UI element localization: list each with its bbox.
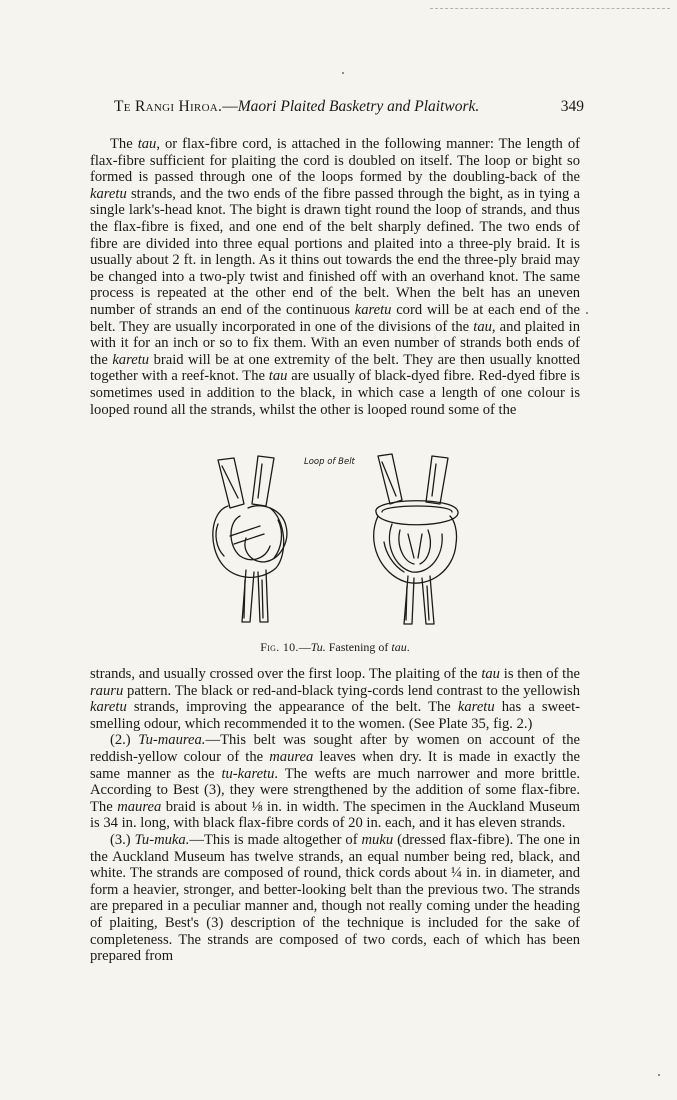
- text-run: braid is about ⅛ in. in width. The specimen in the Auckland Museum is 34 in. long, with black flax-fibre cords of 20 in. each, and it has eleven strands.: [90, 798, 580, 832]
- figure-number: Fig. 10.: [260, 640, 299, 654]
- text-run: has a sweet-smelling odour, which recommended it to the women. (See Plate 35, fig. 2.): [90, 699, 580, 732]
- caption-term: Tu.: [310, 640, 326, 654]
- paper-speck: [658, 1074, 660, 1076]
- text-run: , and plaited in with it for an inch or so to fix them. With an even number of strands both ends of the: [90, 318, 581, 368]
- paragraph-tau-continued: [90, 666, 580, 732]
- text-run: , or flax-fibre cord, is attached in the following manner: The length of flax-fibre sufficient for plaiting the cord is doubled on itself. The loop or bight so formed is passed through one of the loops formed by the doubling-back of the: [90, 136, 580, 186]
- text-run: —This belt was sought after by women on account of the reddish-yellow colour of the: [90, 732, 580, 765]
- figure-caption: [90, 640, 580, 655]
- header-dash: —: [222, 98, 238, 115]
- italic-term: karetu: [112, 351, 150, 368]
- italic-term: tau: [268, 368, 288, 385]
- page-number: 349: [560, 98, 584, 115]
- figure-tau-fastening: [200, 450, 470, 632]
- figure-label-loop-of-belt: Loop of Belt: [304, 457, 355, 467]
- text-run: strands, and the two ends of the fibre passed through the bight, as in tying a single lark's-head knot. The bight is drawn tight round the loop of strands, and thus the flax-fibre is fixed, and one end of the belt sharply defined. The two ends of fibre are divided into three equal portions and plaited into a three-ply braid. It is usually about 2 ft. in length. As it thins out towards the end the three-ply braid may be changed into a two-ply twist and finished off with an overhand knot. The same process is repeated at the other end of the belt. When the belt has an uneven number of strands an end of the continuous: [90, 185, 580, 318]
- text-run: (3.): [110, 831, 135, 848]
- paper-speck: [586, 312, 588, 314]
- text-run: pattern. The black or red-and-black tying-cords lend contrast to the yellowish: [123, 682, 580, 699]
- caption-dash: —: [298, 640, 311, 654]
- italic-term: maurea: [269, 748, 314, 765]
- paper-speck: [342, 72, 344, 74]
- text-run: cord will be at each end of the belt. They are usually incorporated in one of the divisions of the: [90, 301, 580, 335]
- italic-term: karetu: [90, 185, 127, 202]
- text-run: strands, and usually crossed over the first loop. The plaiting of the: [90, 666, 482, 682]
- text-run: . The wefts are much narrower and more brittle. According to Best (3), they were strengthened by the addition of some flax-fibre. The: [90, 765, 580, 815]
- running-header: [114, 98, 584, 120]
- paragraph-tau-attachment: [90, 136, 580, 418]
- text-run: (2.): [110, 732, 139, 749]
- italic-term: muku: [361, 831, 394, 848]
- text-run: leaves when dry. It is made in exactly the same manner as the: [90, 748, 581, 782]
- text-run: —This is made altogether of: [189, 831, 362, 848]
- caption-text: Fastening of: [325, 640, 392, 654]
- caption-term-tau: tau: [391, 640, 407, 654]
- italic-term: tau: [481, 666, 500, 682]
- article-title: Maori Plaited Basketry and Plaitwork.: [237, 98, 480, 115]
- italic-term: tau: [137, 136, 157, 152]
- text-run: The: [110, 136, 138, 152]
- knot-illustration: [200, 450, 470, 632]
- text-run: is then of the: [499, 666, 580, 682]
- caption-end: .: [406, 640, 410, 654]
- top-edge-dashes: [430, 8, 670, 13]
- paragraph-tu-maurea: [90, 732, 580, 832]
- italic-term: tau: [473, 318, 492, 335]
- text-run: are usually of black-dyed fibre. Red-dyed fibre is sometimes used in addition to the black, in which case a length of one colour is looped round all the strands, whilst the other is looped round some of the: [90, 368, 580, 418]
- italic-term: karetu: [354, 301, 392, 318]
- italic-term: tu-karetu: [221, 765, 275, 782]
- text-run: (dressed flax-fibre). The one in the Auckland Museum has twelve strands, an equal number being red, black, and white. The strands are composed of round, thick cords about ¼ in. in diameter, and form a heavier, stronger, and better-looking belt than the previous two. The strands are prepared in a peculiar manner and, though not really coming under the heading of plaiting, Best's (3) description of the technique is included for the sake of completeness. The strands are composed of two cords, each of which has been prepared from: [90, 831, 580, 965]
- right-knot-drawing: [374, 454, 458, 624]
- italic-term: karetu: [457, 699, 495, 716]
- italic-term: Tu-maurea.: [138, 732, 206, 749]
- italic-term: Tu-muka.: [134, 831, 190, 848]
- italic-term: rauru: [90, 682, 124, 699]
- text-run: braid will be at one extremity of the belt. They are then usually knotted together with a reef-knot. The: [90, 351, 580, 385]
- italic-term: maurea: [117, 798, 162, 815]
- paragraph-tu-muka: [90, 832, 580, 965]
- italic-term: karetu: [90, 699, 127, 716]
- running-title: [114, 98, 479, 116]
- author-name: Te Rangi Hiroa.: [114, 98, 223, 115]
- text-run: strands, improving the appearance of the belt. The: [126, 699, 458, 716]
- left-knot-drawing: [213, 456, 287, 622]
- main-text-continued: [90, 666, 580, 965]
